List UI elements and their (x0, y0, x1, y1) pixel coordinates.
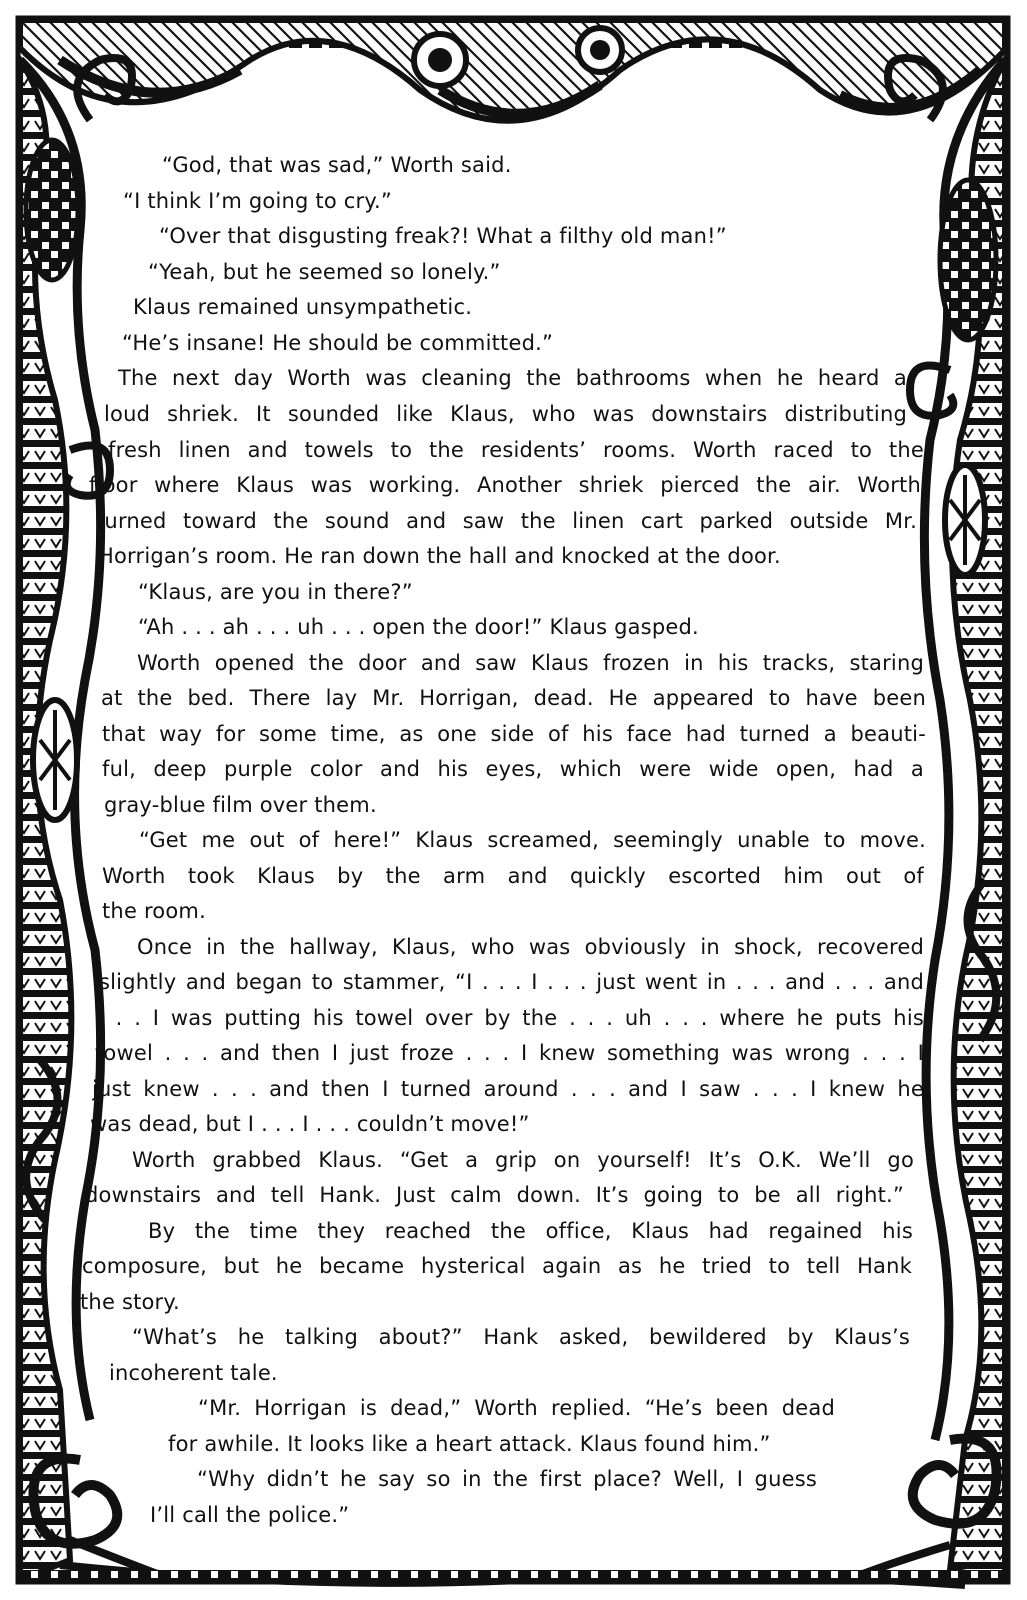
text-line: towel . . . and then I just froze . . . I knew something was wrong . . . I (95, 1041, 924, 1065)
text-line: the room. (102, 899, 206, 923)
text-line: Horrigan’s room. He ran down the hall and knocked at the door. (98, 544, 781, 568)
text-line: slightly and began to stammer, “I . . . I . . . just went in . . . and . . . and (99, 970, 924, 994)
text-line: “God, that was sad,” Worth said. (162, 153, 512, 177)
text-line: “Mr. Horrigan is dead,” Worth replied. “He’s been dead (198, 1396, 835, 1420)
text-line: for awhile. It looks like a heart attack. Klaus found him.” (168, 1432, 771, 1456)
text-line: fresh linen and towels to the residents’ rooms. Worth raced to the (108, 438, 924, 462)
text-line: Worth opened the door and saw Klaus frozen in his tracks, staring (137, 651, 924, 675)
text-line: gray-blue film over them. (104, 793, 377, 817)
text-line: I’ll call the police.” (150, 1503, 350, 1527)
text-line: composure, but he became hysterical again as he tried to tell Hank (82, 1254, 912, 1278)
text-line: “I think I’m going to cry.” (123, 189, 392, 213)
text-line: loud shriek. It sounded like Klaus, who was downstairs distributing (104, 402, 907, 426)
text-line: was dead, but I . . . I . . . couldn’t move!” (90, 1112, 530, 1136)
text-line: Klaus remained unsympathetic. (133, 295, 473, 319)
text-line: incoherent tale. (109, 1361, 278, 1385)
text-line: ful, deep purple color and his eyes, which were wide open, had a (102, 757, 924, 781)
text-line: Worth grabbed Klaus. “Get a grip on yourself! It’s O.K. We’ll go (132, 1148, 914, 1172)
bottom-band (18, 1565, 1008, 1585)
text-line: “Over that disgusting freak?! What a filthy old man!” (159, 224, 727, 248)
text-line: that way for some time, as one side of his face had turned a beauti- (102, 722, 926, 746)
text-line: “He’s insane! He should be committed.” (122, 331, 554, 355)
text-line: “Yeah, but he seemed so lonely.” (148, 260, 501, 284)
left-column (20, 60, 160, 1580)
text-line: downstairs and tell Hank. Just calm down. It’s going to be all right.” (85, 1183, 904, 1207)
text-line: just knew . . . and then I turned around . . . and I saw . . . I knew he (92, 1077, 924, 1101)
text-line: Worth took Klaus by the arm and quickly escorted him out of (102, 864, 924, 888)
text-line: “What’s he talking about?” Hank asked, bewildered by Klaus’s (132, 1325, 910, 1349)
text-line: “Ah . . . ah . . . uh . . . open the door!” Klaus gasped. (138, 615, 699, 639)
text-line: the story. (80, 1290, 180, 1314)
text-line: “Klaus, are you in there?” (138, 580, 413, 604)
right-column (860, 60, 1005, 1580)
text-line: floor where Klaus was working. Another shriek pierced the air. Worth (89, 473, 921, 497)
text-line: “Get me out of here!” Klaus screamed, seemingly unable to move. (139, 828, 926, 852)
text-line: Once in the hallway, Klaus, who was obviously in shock, recovered (137, 935, 924, 959)
top-valance (18, 18, 1008, 121)
text-line: By the time they reached the office, Klaus had regained his (148, 1219, 913, 1243)
text-line: turned toward the sound and saw the linen cart parked outside Mr. (96, 509, 917, 533)
text-line: at the bed. There lay Mr. Horrigan, dead. He appeared to have been (101, 686, 926, 710)
text-line: . . . I was putting his towel over by the . . . uh . . . where he puts his (97, 1006, 924, 1030)
text-line: The next day Worth was cleaning the bathrooms when he heard a (118, 366, 907, 390)
text-line: “Why didn’t he say so in the first place? Well, I guess (197, 1467, 817, 1491)
